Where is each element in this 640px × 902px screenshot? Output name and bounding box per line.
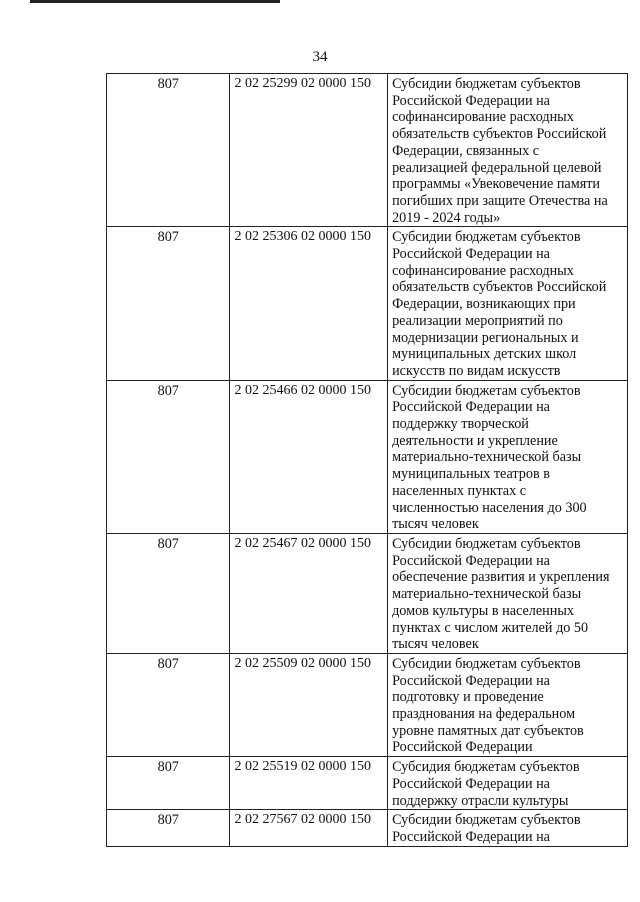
admin-code-cell: 807 (107, 653, 230, 756)
description-line: тысяч человек (392, 516, 479, 533)
description-line: домов культуры в населенных (392, 602, 574, 619)
admin-code-cell: 807 (107, 533, 230, 653)
description-line: модернизации региональных и (392, 329, 579, 346)
admin-code-cell: 807 (107, 227, 230, 380)
description-line: поддержку отрасли культуры (392, 792, 569, 809)
table-row (107, 227, 628, 380)
description-line: поддержку творческой (392, 416, 529, 433)
table-body (107, 74, 628, 847)
description-line: уровне памятных дат субъектов (392, 722, 584, 739)
description-cell (388, 533, 628, 653)
top-scan-rule (30, 0, 280, 3)
description-line: Субсидии бюджетам субъектов (392, 229, 581, 246)
description-line: программы «Увековечение памяти (392, 176, 601, 193)
description-line: обязательств субъектов Российской (392, 126, 607, 143)
description-line: Субсидии бюджетам субъектов (392, 382, 581, 399)
admin-code-cell: 807 (107, 810, 230, 846)
description-line: Российской Федерации на (392, 775, 550, 792)
description-line: муниципальных детских школ (392, 346, 577, 363)
description-line: искусств по видам искусств (392, 362, 561, 379)
description-cell (388, 380, 628, 533)
page-number: 34 (312, 49, 328, 65)
budget-classification-table (106, 73, 628, 847)
table-row (107, 653, 628, 756)
description-line: Российской Федерации на (392, 246, 550, 263)
kbk-code-cell: 2 02 25509 02 0000 150 (230, 653, 388, 756)
table-row (107, 533, 628, 653)
description-line: материально-технической базы (392, 586, 582, 603)
table-row (107, 810, 628, 846)
description-cell (388, 653, 628, 756)
description-line: Федерации, возникающих при (392, 296, 576, 313)
description-line: реализацией федеральной целевой (392, 159, 602, 176)
description-line: Российской Федерации (392, 739, 533, 756)
kbk-code-cell: 2 02 25519 02 0000 150 (230, 757, 388, 810)
description-line: Субсидии бюджетам субъектов (392, 812, 581, 829)
kbk-code-cell: 2 02 25306 02 0000 150 (230, 227, 388, 380)
kbk-code-cell: 2 02 27567 02 0000 150 (230, 810, 388, 846)
description-line: деятельности и укрепление (392, 432, 558, 449)
kbk-code-cell: 2 02 25299 02 0000 150 (230, 74, 388, 227)
kbk-code-cell: 2 02 25466 02 0000 150 (230, 380, 388, 533)
description-line: 2019 - 2024 годы» (392, 209, 501, 226)
description-line: обеспечение развития и укрепления (392, 569, 610, 586)
description-line: муниципальных театров в (392, 466, 550, 483)
description-line: Федерации, связанных с (392, 142, 540, 159)
kbk-code-cell: 2 02 25467 02 0000 150 (230, 533, 388, 653)
description-line: Субсидия бюджетам субъектов (392, 759, 580, 776)
description-line: Субсидии бюджетам субъектов (392, 655, 581, 672)
table-row (107, 380, 628, 533)
description-line: Субсидии бюджетам субъектов (392, 535, 581, 552)
description-line: софинансирование расходных (392, 262, 574, 279)
description-cell (388, 74, 628, 227)
description-cell (388, 227, 628, 380)
description-line: реализации мероприятий по (392, 312, 563, 329)
description-line: Российской Федерации на (392, 92, 550, 109)
description-cell (388, 757, 628, 810)
description-line: пунктах с числом жителей до 50 (392, 619, 589, 636)
description-line: Российской Федерации на (392, 399, 550, 416)
admin-code-cell: 807 (107, 74, 230, 227)
description-line: материально-технической базы (392, 449, 582, 466)
description-line: софинансирование расходных (392, 109, 574, 126)
description-line: Российской Федерации на (392, 672, 550, 689)
description-line: подготовку и проведение (392, 689, 544, 706)
description-cell (388, 810, 628, 846)
description-line: тысяч человек (392, 636, 479, 653)
table-row (107, 757, 628, 810)
description-line: Российской Федерации на (392, 828, 550, 845)
description-line: погибших при защите Отечества на (392, 192, 608, 209)
description-line: празднования на федеральном (392, 706, 576, 723)
description-line: численностью населения до 300 (392, 499, 587, 516)
description-line: Субсидии бюджетам субъектов (392, 76, 581, 92)
description-line: обязательств субъектов Российской (392, 279, 607, 296)
table-row (107, 74, 628, 227)
admin-code-cell: 807 (107, 757, 230, 810)
admin-code-cell: 807 (107, 380, 230, 533)
description-line: Российской Федерации на (392, 552, 550, 569)
description-line: населенных пунктах с (392, 482, 527, 499)
